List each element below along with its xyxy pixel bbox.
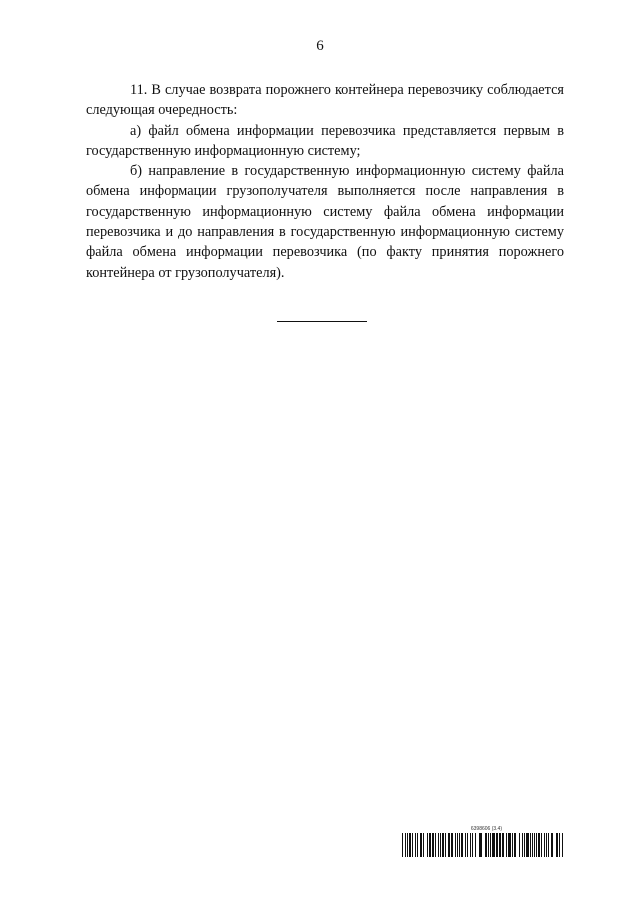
paragraph-11-a: а) файл обмена информации перевозчика представляется первым в государственную информационную систему; — [86, 122, 564, 159]
barcode-bars — [402, 833, 564, 857]
barcode — [402, 826, 564, 857]
paragraph-11: 11. В случае возврата порожнего контейнера перевозчику соблюдается следующая очередность: — [86, 82, 564, 119]
paragraph-11-b: б) направление в государственную информационную систему файла обмена информации грузополучателя выполняется после направления в государственную информационную систему файла обмена информации перевозчика и до направления в государственную информационную систему файла обмена информации перевозчика (по факту принятия порожнего контейнера от грузополучателя). — [86, 163, 564, 281]
barcode-code: 6398606 (3.4) — [470, 826, 502, 832]
end-divider — [277, 321, 367, 322]
page-number: 6 — [316, 38, 324, 54]
document-body — [86, 80, 564, 283]
